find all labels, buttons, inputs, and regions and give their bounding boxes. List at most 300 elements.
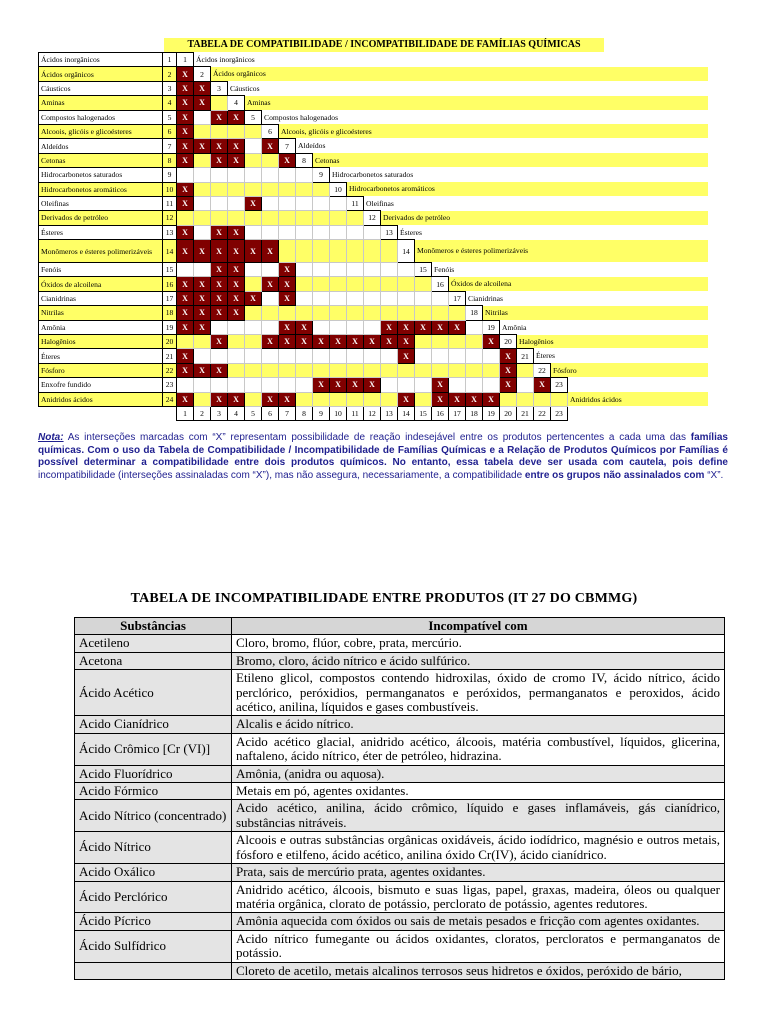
empty-cell — [211, 168, 228, 182]
empty-cell — [279, 349, 296, 363]
diagonal-label: Óxidos de alcoilena — [449, 277, 708, 291]
incompat-mark: X — [177, 110, 194, 124]
row-label: Cianidrinas — [39, 291, 163, 305]
empty-cell — [432, 363, 449, 377]
header-incompativel: Incompatível com — [232, 618, 725, 635]
empty-cell — [279, 363, 296, 377]
row-label: Halogênios — [39, 335, 163, 349]
incompat-mark: X — [449, 392, 466, 406]
empty-cell — [245, 335, 262, 349]
incomp-row — [75, 652, 725, 669]
empty-cell — [279, 225, 296, 239]
incompat-mark: X — [177, 196, 194, 210]
empty-cell — [245, 211, 262, 225]
matrix-footer-row — [39, 406, 708, 420]
header-substancias: Substâncias — [75, 618, 232, 635]
column-number: 1 — [177, 406, 194, 420]
incompat-mark: X — [313, 378, 330, 392]
empty-cell — [194, 153, 211, 167]
column-number: 20 — [500, 406, 517, 420]
incompat-mark: X — [262, 277, 279, 291]
empty-cell — [381, 349, 398, 363]
empty-cell — [296, 306, 313, 320]
note-paragraph — [38, 432, 728, 482]
row-number: 19 — [163, 320, 177, 334]
column-number: 8 — [296, 406, 313, 420]
empty-cell — [415, 291, 432, 305]
incomp-row — [75, 930, 725, 962]
empty-cell — [194, 196, 211, 210]
row-label: Ácidos orgânicos — [39, 67, 163, 81]
incompatible-cell: Acido nítrico fumegante ou ácidos oxidantes, cloratos, percloratos e permanganatos de potássio. — [232, 930, 725, 962]
row-label: Hidrocarbonetos aromáticos — [39, 182, 163, 196]
empty-cell — [330, 211, 347, 225]
incomp-table — [74, 617, 725, 980]
empty-cell — [364, 392, 381, 406]
empty-cell — [194, 182, 211, 196]
row-number: 15 — [163, 263, 177, 277]
row-label: Fenóis — [39, 263, 163, 277]
empty-cell — [381, 378, 398, 392]
matrix-row — [39, 110, 708, 124]
empty-cell — [398, 378, 415, 392]
diagonal-label: Anidridos ácidos — [568, 392, 708, 406]
incompat-mark: X — [534, 378, 551, 392]
column-number: 11 — [347, 406, 364, 420]
column-number: 12 — [364, 406, 381, 420]
empty-cell — [228, 349, 245, 363]
empty-cell — [245, 225, 262, 239]
matrix-row — [39, 335, 708, 349]
empty-cell — [211, 349, 228, 363]
incompat-mark: X — [364, 335, 381, 349]
diagonal-number: 8 — [296, 153, 313, 167]
diagonal-label: Amônia — [502, 322, 527, 332]
empty-cell — [398, 291, 415, 305]
incompat-mark: X — [483, 392, 500, 406]
empty-cell — [449, 306, 466, 320]
empty-cell — [245, 168, 262, 182]
empty-cell — [466, 335, 483, 349]
empty-cell — [211, 196, 228, 210]
empty-cell — [245, 182, 262, 196]
note-text-3: incompatibilidade (interseções assinaladas com “X”), mas não assegura, necessariamente, a compatibilidade — [38, 469, 525, 481]
empty-cell — [313, 291, 330, 305]
note-text-1: As interseções marcadas com “X” representam possibilidade de reação indesejável entre os produtos pertencentes a cada uma das — [63, 432, 691, 443]
empty-cell — [262, 196, 279, 210]
empty-cell — [330, 196, 347, 210]
empty-cell — [347, 277, 364, 291]
row-number: 14 — [163, 240, 177, 263]
matrix-row — [39, 392, 708, 406]
empty-cell — [398, 363, 415, 377]
empty-cell — [279, 240, 296, 263]
row-label: Óxidos de alcoilena — [39, 277, 163, 291]
empty-cell — [347, 291, 364, 305]
incompat-mark: X — [228, 240, 245, 263]
empty-cell — [364, 320, 381, 334]
substance-cell: Ácido Crômico [Cr (VI)] — [75, 733, 232, 765]
incompatible-cell: Alcoois e outras substâncias orgânicas oxidáveis, ácido iodídrico, magnésio e outros metais, fósforo e etilfeno, ácido acético, anilina óxido Cr(IV), ácido cianídrico. — [232, 832, 725, 864]
empty-cell — [330, 240, 347, 263]
empty-cell — [432, 291, 449, 305]
empty-cell — [330, 349, 347, 363]
empty-cell — [347, 320, 364, 334]
incomp-row — [75, 800, 725, 832]
incompat-mark: X — [194, 96, 211, 110]
empty-cell — [381, 363, 398, 377]
diagonal-label: Hidrocarbonetos aromáticos — [347, 182, 708, 196]
row-number: 24 — [163, 392, 177, 406]
row-label: Éteres — [39, 349, 163, 363]
column-number: 9 — [313, 406, 330, 420]
incompat-mark: X — [279, 335, 296, 349]
diagonal-label: Aldeídos — [298, 141, 326, 151]
empty-cell — [262, 225, 279, 239]
substance-cell: Ácido Perclórico — [75, 881, 232, 913]
empty-cell — [262, 378, 279, 392]
diagonal-number: 21 — [517, 349, 534, 363]
diagonal-label: Derivados de petróleo — [381, 211, 708, 225]
empty-cell — [177, 335, 194, 349]
empty-cell — [194, 263, 211, 277]
diagonal-label: Ésteres — [400, 227, 422, 237]
substance-cell — [75, 962, 232, 979]
diagonal-label: Cianidrinas — [468, 293, 504, 303]
empty-cell — [296, 182, 313, 196]
row-label: Hidrocarbonetos saturados — [39, 168, 163, 182]
row-label: Compostos halogenados — [39, 110, 163, 124]
incompat-mark: X — [398, 335, 415, 349]
substance-cell: Ácido Sulfídrico — [75, 930, 232, 962]
matrix-row — [39, 168, 708, 182]
incompat-mark: X — [347, 378, 364, 392]
empty-cell — [177, 263, 194, 277]
empty-cell — [177, 168, 194, 182]
incompat-mark: X — [313, 335, 330, 349]
incompat-mark: X — [194, 363, 211, 377]
empty-cell — [296, 349, 313, 363]
empty-cell — [313, 211, 330, 225]
diagonal-number: 13 — [381, 225, 398, 239]
empty-cell — [449, 378, 466, 392]
incompat-mark: X — [177, 67, 194, 81]
empty-cell — [296, 211, 313, 225]
incompat-mark: X — [211, 335, 228, 349]
incomp-row — [75, 765, 725, 782]
empty-cell — [245, 320, 262, 334]
substance-cell: Acido Fórmico — [75, 783, 232, 800]
incompat-mark: X — [177, 277, 194, 291]
incompat-mark: X — [398, 320, 415, 334]
empty-cell — [330, 392, 347, 406]
diagonal-label: Éteres — [536, 351, 555, 361]
matrix-row — [39, 277, 708, 291]
empty-cell — [279, 378, 296, 392]
empty-cell — [381, 306, 398, 320]
diagonal-label: Oleifinas — [366, 198, 394, 208]
diagonal-label: Halogênios — [517, 335, 708, 349]
column-number: 2 — [194, 406, 211, 420]
empty-cell — [381, 277, 398, 291]
empty-cell — [245, 378, 262, 392]
diagonal-number: 4 — [228, 96, 245, 110]
empty-cell — [313, 306, 330, 320]
incomp-table-title: TABELA DE INCOMPATIBILIDADE ENTRE PRODUTOS (IT 27 DO CBMMG) — [130, 591, 638, 606]
row-number: 23 — [163, 378, 177, 392]
empty-cell — [279, 306, 296, 320]
empty-cell — [381, 392, 398, 406]
compat-table-title: TABELA DE COMPATIBILIDADE / INCOMPATIBILIDADE DE FAMÍLIAS QUÍMICAS — [164, 38, 604, 52]
incompat-mark: X — [449, 320, 466, 334]
empty-cell — [262, 291, 279, 305]
empty-cell — [296, 363, 313, 377]
empty-cell — [279, 182, 296, 196]
diagonal-number: 3 — [211, 81, 228, 95]
empty-cell — [194, 225, 211, 239]
incompat-mark: X — [211, 240, 228, 263]
empty-cell — [449, 349, 466, 363]
substance-cell: Acido Oxálico — [75, 864, 232, 881]
column-number: 15 — [415, 406, 432, 420]
empty-cell — [296, 196, 313, 210]
empty-cell — [517, 392, 534, 406]
row-number: 9 — [163, 168, 177, 182]
matrix-row — [39, 124, 708, 138]
empty-cell — [262, 363, 279, 377]
empty-cell — [194, 349, 211, 363]
incompat-mark: X — [211, 392, 228, 406]
empty-cell — [330, 225, 347, 239]
incomp-row — [75, 716, 725, 733]
row-label: Nitrilas — [39, 306, 163, 320]
row-number: 18 — [163, 306, 177, 320]
row-number: 1 — [163, 53, 177, 67]
empty-cell — [415, 306, 432, 320]
empty-cell — [330, 263, 347, 277]
incompat-mark: X — [177, 81, 194, 95]
incompat-mark: X — [228, 225, 245, 239]
diagonal-label: Monômeros e ésteres polimerizáveis — [415, 240, 708, 263]
incomp-row — [75, 783, 725, 800]
incompatible-cell: Cloreto de acetilo, metais alcalinos terrosos seus hidretos e óxidos, peróxido de bário, — [232, 962, 725, 979]
substance-cell: Acido Nítrico (concentrado) — [75, 800, 232, 832]
diagonal-label: Compostos halogenados — [264, 112, 339, 122]
matrix-row — [39, 320, 708, 334]
substance-cell: Acetona — [75, 652, 232, 669]
empty-cell — [381, 291, 398, 305]
diagonal-number: 7 — [279, 139, 296, 153]
empty-cell — [262, 263, 279, 277]
empty-cell — [228, 335, 245, 349]
incompat-mark: X — [211, 277, 228, 291]
incompat-mark: X — [177, 240, 194, 263]
incompat-mark: X — [432, 392, 449, 406]
diagonal-number: 1 — [177, 53, 194, 67]
empty-cell — [381, 263, 398, 277]
matrix-row — [39, 196, 708, 210]
empty-cell — [194, 168, 211, 182]
column-number: 4 — [228, 406, 245, 420]
row-label: Cáusticos — [39, 81, 163, 95]
empty-cell — [466, 363, 483, 377]
incompat-mark: X — [279, 277, 296, 291]
empty-cell — [177, 211, 194, 225]
column-number: 7 — [279, 406, 296, 420]
matrix-row — [39, 306, 708, 320]
empty-cell — [245, 306, 262, 320]
incompat-mark: X — [211, 291, 228, 305]
empty-cell — [364, 291, 381, 305]
empty-cell — [296, 263, 313, 277]
incompat-mark: X — [177, 225, 194, 239]
empty-cell — [466, 320, 483, 334]
diagonal-label: Cetonas — [313, 153, 708, 167]
incompat-mark: X — [228, 153, 245, 167]
empty-cell — [245, 139, 262, 153]
incompat-mark: X — [211, 263, 228, 277]
empty-cell — [228, 320, 245, 334]
incomp-row — [75, 864, 725, 881]
column-number: 22 — [534, 406, 551, 420]
incompat-mark: X — [177, 96, 194, 110]
incompat-mark: X — [381, 335, 398, 349]
empty-cell — [228, 196, 245, 210]
footer-spacer — [39, 406, 177, 420]
empty-cell — [313, 240, 330, 263]
incompat-mark: X — [177, 182, 194, 196]
diagonal-number: 11 — [347, 196, 364, 210]
empty-cell — [347, 349, 364, 363]
empty-cell — [347, 392, 364, 406]
incompatible-cell: Acido acético glacial, anidrido acético, álcoois, matéria combustível, líquidos, glicerina, naftaleno, ácido nítrico, éter de petróleo, hidrazina. — [232, 733, 725, 765]
incompat-mark: X — [364, 378, 381, 392]
incompat-mark: X — [279, 392, 296, 406]
empty-cell — [381, 240, 398, 263]
empty-cell — [415, 335, 432, 349]
incomp-row — [75, 832, 725, 864]
empty-cell — [262, 182, 279, 196]
incomp-row — [75, 635, 725, 652]
column-number: 21 — [517, 406, 534, 420]
incompatible-cell: Amônia, (anidra ou aquosa). — [232, 765, 725, 782]
incompat-mark: X — [432, 378, 449, 392]
incompat-mark: X — [296, 320, 313, 334]
incomp-row — [75, 962, 725, 979]
incompat-mark: X — [211, 139, 228, 153]
column-number: 10 — [330, 406, 347, 420]
row-label: Monômeros e ésteres polimerizáveis — [39, 240, 163, 263]
incompat-mark: X — [177, 124, 194, 138]
empty-cell — [245, 363, 262, 377]
incompat-mark: X — [262, 392, 279, 406]
diagonal-number: 12 — [364, 211, 381, 225]
incompatible-cell: Alcalis e ácido nítrico. — [232, 716, 725, 733]
column-number: 3 — [211, 406, 228, 420]
empty-cell — [313, 320, 330, 334]
empty-cell — [483, 363, 500, 377]
empty-cell — [211, 124, 228, 138]
row-number: 7 — [163, 139, 177, 153]
incompat-mark: X — [330, 335, 347, 349]
empty-cell — [211, 320, 228, 334]
incompat-mark: X — [466, 392, 483, 406]
matrix-row — [39, 240, 708, 263]
incomp-row — [75, 881, 725, 913]
diagonal-label: Ácidos inorgânicos — [196, 54, 255, 64]
empty-cell — [296, 168, 313, 182]
diagonal-number: 6 — [262, 124, 279, 138]
empty-cell — [194, 392, 211, 406]
empty-cell — [262, 168, 279, 182]
diagonal-number: 15 — [415, 263, 432, 277]
incompat-mark: X — [194, 81, 211, 95]
row-number: 4 — [163, 96, 177, 110]
row-number: 5 — [163, 110, 177, 124]
empty-cell — [279, 168, 296, 182]
empty-cell — [245, 392, 262, 406]
diagonal-number: 19 — [483, 320, 500, 334]
empty-cell — [398, 306, 415, 320]
incompat-mark: X — [415, 320, 432, 334]
incompat-mark: X — [228, 392, 245, 406]
note-text-2: famílias químicas. Com o uso da Tabela de Compatibilidade / Incompatibilidade de Famílias Químicas e a Relação de Produtos Químicos por Famílias é possível determinar a compatibilidade entre dois produtos químicos. No entanto, essa tabela deve ser usada com cautela, pois define — [38, 432, 728, 469]
diagonal-number: 17 — [449, 291, 466, 305]
incompat-mark: X — [211, 225, 228, 239]
empty-cell — [500, 392, 517, 406]
row-label: Aminas — [39, 96, 163, 110]
empty-cell — [296, 392, 313, 406]
empty-cell — [347, 363, 364, 377]
empty-cell — [262, 306, 279, 320]
empty-cell — [364, 363, 381, 377]
empty-cell — [194, 335, 211, 349]
matrix-row — [39, 211, 708, 225]
empty-cell — [517, 363, 534, 377]
empty-cell — [245, 263, 262, 277]
diagonal-number: 10 — [330, 182, 347, 196]
empty-cell — [313, 349, 330, 363]
incompat-mark: X — [398, 349, 415, 363]
incompat-mark: X — [228, 110, 245, 124]
incompatible-cell: Metais em pó, agentes oxidantes. — [232, 783, 725, 800]
row-number: 13 — [163, 225, 177, 239]
empty-cell — [534, 392, 551, 406]
incompatible-cell: Bromo, cloro, ácido nítrico e ácido sulfúrico. — [232, 652, 725, 669]
incompat-mark: X — [177, 153, 194, 167]
row-label: Fósforo — [39, 363, 163, 377]
row-label: Amônia — [39, 320, 163, 334]
incompat-mark: X — [228, 277, 245, 291]
empty-cell — [313, 196, 330, 210]
column-number: 19 — [483, 406, 500, 420]
empty-cell — [466, 349, 483, 363]
empty-cell — [211, 211, 228, 225]
incompat-mark: X — [177, 291, 194, 305]
incompat-mark: X — [211, 363, 228, 377]
row-label: Alcoois, glicóis e glicoésteres — [39, 124, 163, 138]
incompat-mark: X — [194, 240, 211, 263]
diagonal-label: Fósforo — [551, 363, 708, 377]
row-number: 2 — [163, 67, 177, 81]
diagonal-label: Ácidos orgânicos — [211, 67, 708, 81]
incompat-mark: X — [381, 320, 398, 334]
note-text-5: “X”. — [704, 469, 724, 481]
empty-cell — [415, 378, 432, 392]
column-number: 16 — [432, 406, 449, 420]
empty-cell — [449, 335, 466, 349]
row-label: Aldeídos — [39, 139, 163, 153]
